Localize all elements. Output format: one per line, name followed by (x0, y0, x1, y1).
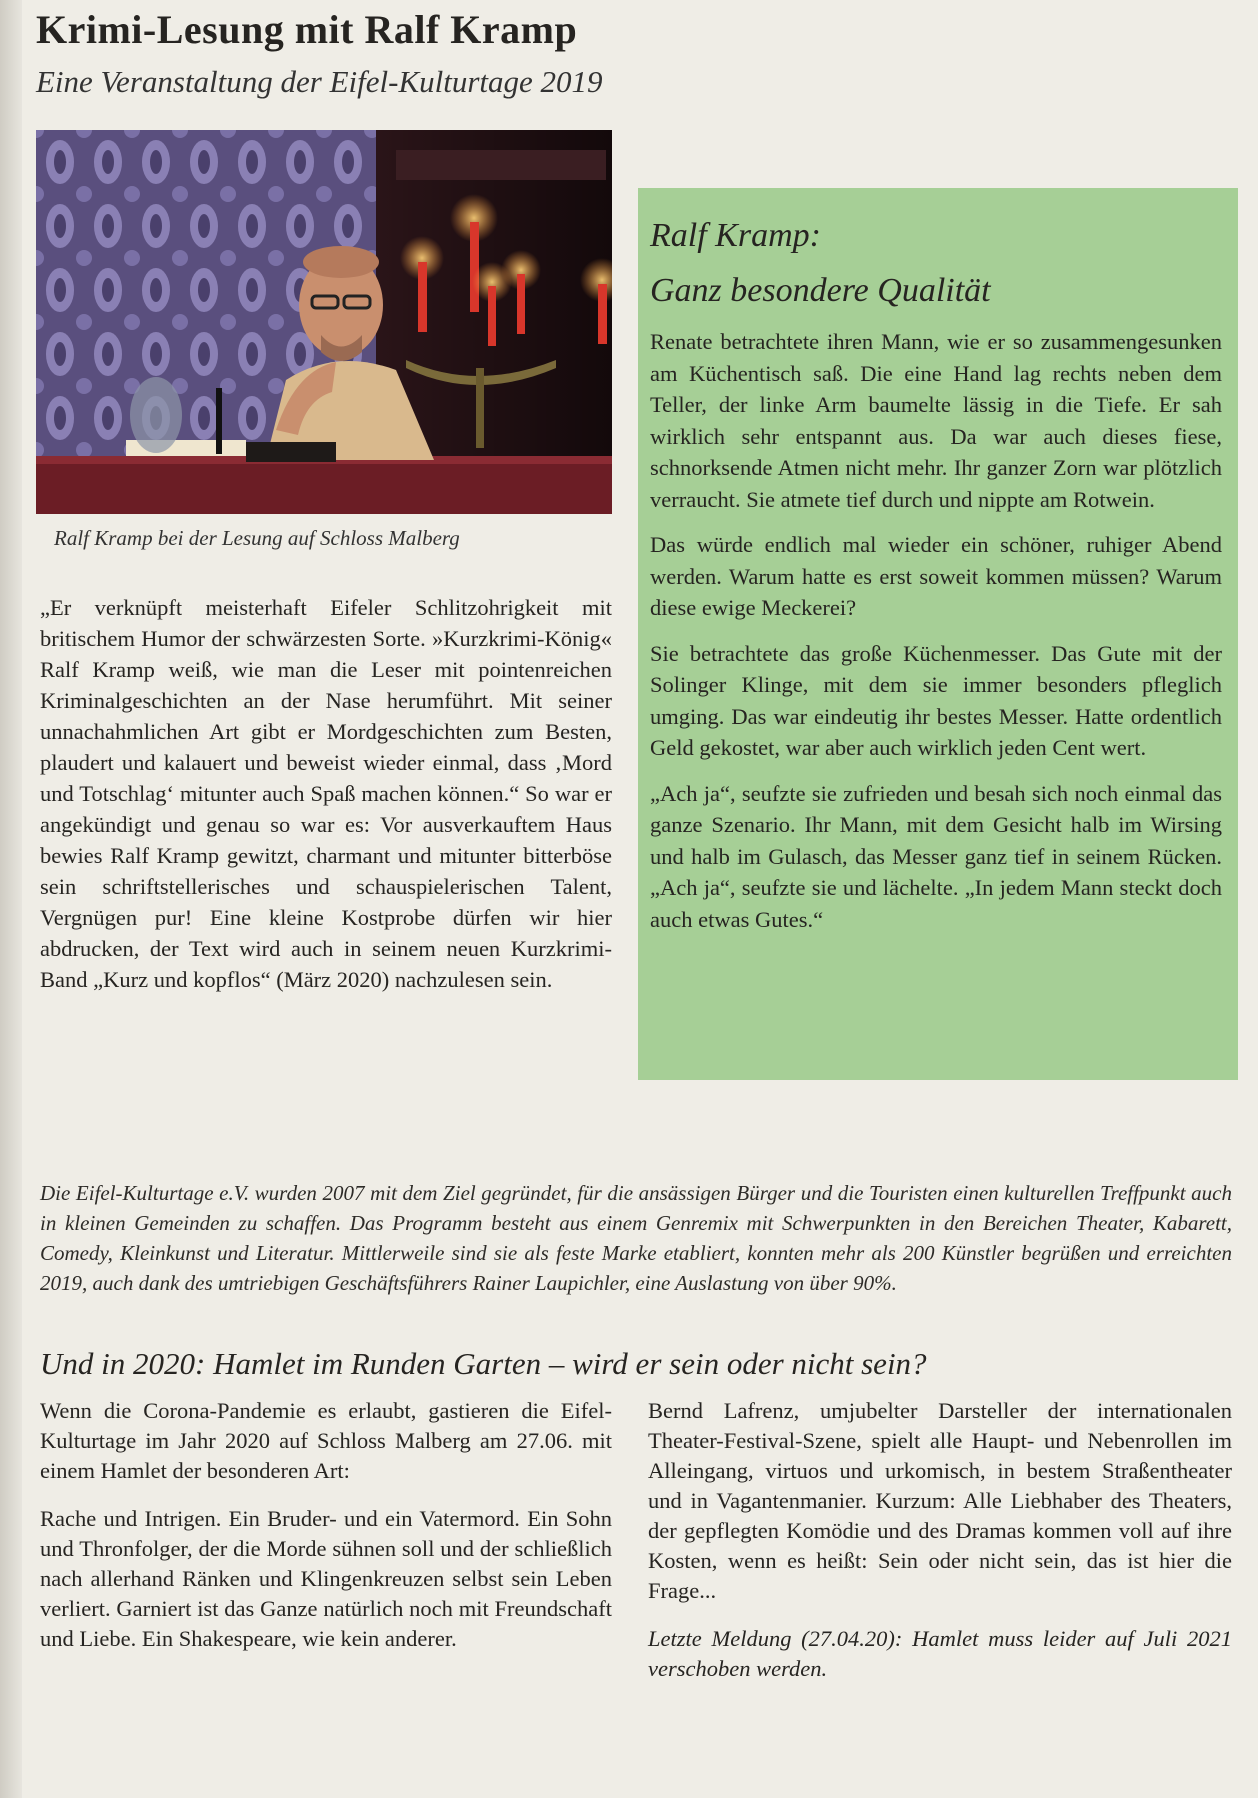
story-paragraph: Sie betrachtete das große Küchenmesser. Das Gute mit der Solinger Klinge, mit dem sie immer besonders pfleglich umging. Das war eindeutig ihr bestes Messer. Hatte ordentlich Geld gekostet, war aber auch wirklich jeden Cent wert. (650, 640, 1222, 760)
page-binding-edge (0, 0, 22, 1798)
reading-photo (36, 130, 612, 514)
intro-paragraph: „Er verknüpft meisterhaft Eifeler Schlitzohrigkeit mit britischem Humor der schwärzesten Sorte. »Kurzkrimi-König« Ralf Kramp weiß, wie man die Leser mit pointenreichen Kriminalgeschichten an der Nase herumführt. Mit seiner unnachahmlichen Art gibt er Mordgeschichten zum Besten, plaudert und kalauert und beweist wieder einmal, dass ‚Mord und Totschlag‘ mitunter auch Spaß machen können.“ So war er angekündigt und genau so war es: Vor ausverkauftem Haus bewies Ralf Kramp gewitzt, charmant und mitunter bitterböse sein schriftstellerisches und schauspielerischen Talent, Vergnügen pur! Eine kleine Kostprobe dürfen wir hier abdrucken, der Text wird auch in seinem neuen Kurzkrimi-Band „Kurz und kopflos“ (März 2020) nachzulesen sein. (40, 595, 612, 992)
photo-illustration (36, 130, 612, 514)
hamlet-heading: Und in 2020: Hamlet im Runden Garten – wird er sein oder nicht sein? (40, 1346, 927, 1381)
story-paragraph: „Ach ja“, seufzte sie zufrieden und besah sich noch einmal das ganze Szenario. Ihr Mann, mit dem Gesicht halb im Wirsing und halb im Gulasch, das Messer ganz tief in seinem Rücken. „Ach ja“, seufzte sie und lächelte. „In jedem Mann steckt doch auch etwas Gutes.“ (650, 780, 1222, 932)
story-paragraph: Renate betrachtete ihren Mann, wie er so zusammengesunken am Küchentisch saß. Die eine Hand lag rechts neben dem Teller, der linke Arm baumelte lässig in die Tiefe. Er sah wirklich sehr entspannt aus. Da war auch dieses fiese, schnorksende Atmen nicht mehr. Ihr ganzer Zorn war plötzlich verraucht. Sie atmete tief durch und nippte am Rotwein. (650, 329, 1222, 512)
hamlet-column-right (648, 1396, 1232, 1702)
last-news-note: Letzte Meldung (27.04.20): Hamlet muss leider auf Juli 2021 verschoben werden. (648, 1626, 1232, 1681)
article-title: Krimi-Lesung mit Ralf Kramp (36, 7, 578, 52)
story-heading-line2: Ganz besondere Qualität (650, 272, 991, 309)
kulturtage-info: Die Eifel-Kulturtage e.V. wurden 2007 mit dem Ziel gegründet, für die ansässigen Bürger und die Touristen einen kulturellen Treffpunkt auch in kleinen Gemeinden zu schaffen. Das Programm besteht aus einem Genremix mit Schwerpunkten in den Bereichen Theater, Kabarett, Comedy, Kleinkunst und Literatur. Mittlerweile sind sie als feste Marke etabliert, konnten mehr als 200 Künstler begrüßen und erreichten 2019, auch dank des umtriebigen Geschäftsführers Rainer Laupichler, eine Auslastung von über 90%. (40, 1181, 1232, 1295)
hamlet-paragraph: Rache und Intrigen. Ein Bruder- und ein Vatermord. Ein Sohn und Thronfolger, der die Morde sühnen soll und der schließlich nach allerhand Ränken und Klingenkreuzen selbst sein Leben verliert. Garniert ist das Ganze natürlich noch mit Freundschaft und Liebe. Ein Shakespeare, wie kein anderer. (40, 1506, 612, 1651)
story-paragraph: Das würde endlich mal wieder ein schöner, ruhiger Abend werden. Warum hatte es erst soweit kommen müssen? Warum diese ewige Meckerei? (650, 532, 1222, 620)
story-heading (650, 208, 1222, 318)
article-subtitle: Eine Veranstaltung der Eifel-Kulturtage 2019 (36, 64, 603, 99)
story-box (638, 188, 1238, 1080)
photo-caption: Ralf Kramp bei der Lesung auf Schloss Malberg (54, 526, 460, 550)
hamlet-paragraph: Wenn die Corona-Pandemie es erlaubt, gastieren die Eifel-Kulturtage im Jahr 2020 auf Schloss Malberg am 27.06. mit einem Hamlet der besonderen Art: (40, 1398, 612, 1483)
story-heading-line1: Ralf Kramp: (650, 217, 821, 254)
hamlet-column-left (40, 1396, 612, 1672)
hamlet-paragraph: Bernd Lafrenz, umjubelter Darsteller der internationalen Theater-Festival-Szene, spielt alle Haupt- und Nebenrollen im Alleingang, virtuos und urkomisch, in bestem Straßentheater und in Vagantenmanier. Kurzum: Alle Liebhaber des Theaters, der gepflegten Komödie und des Dramas kommen voll auf ihre Kosten, wenn es heißt: Sein oder nicht sein, das ist hier die Frage... (648, 1398, 1232, 1603)
